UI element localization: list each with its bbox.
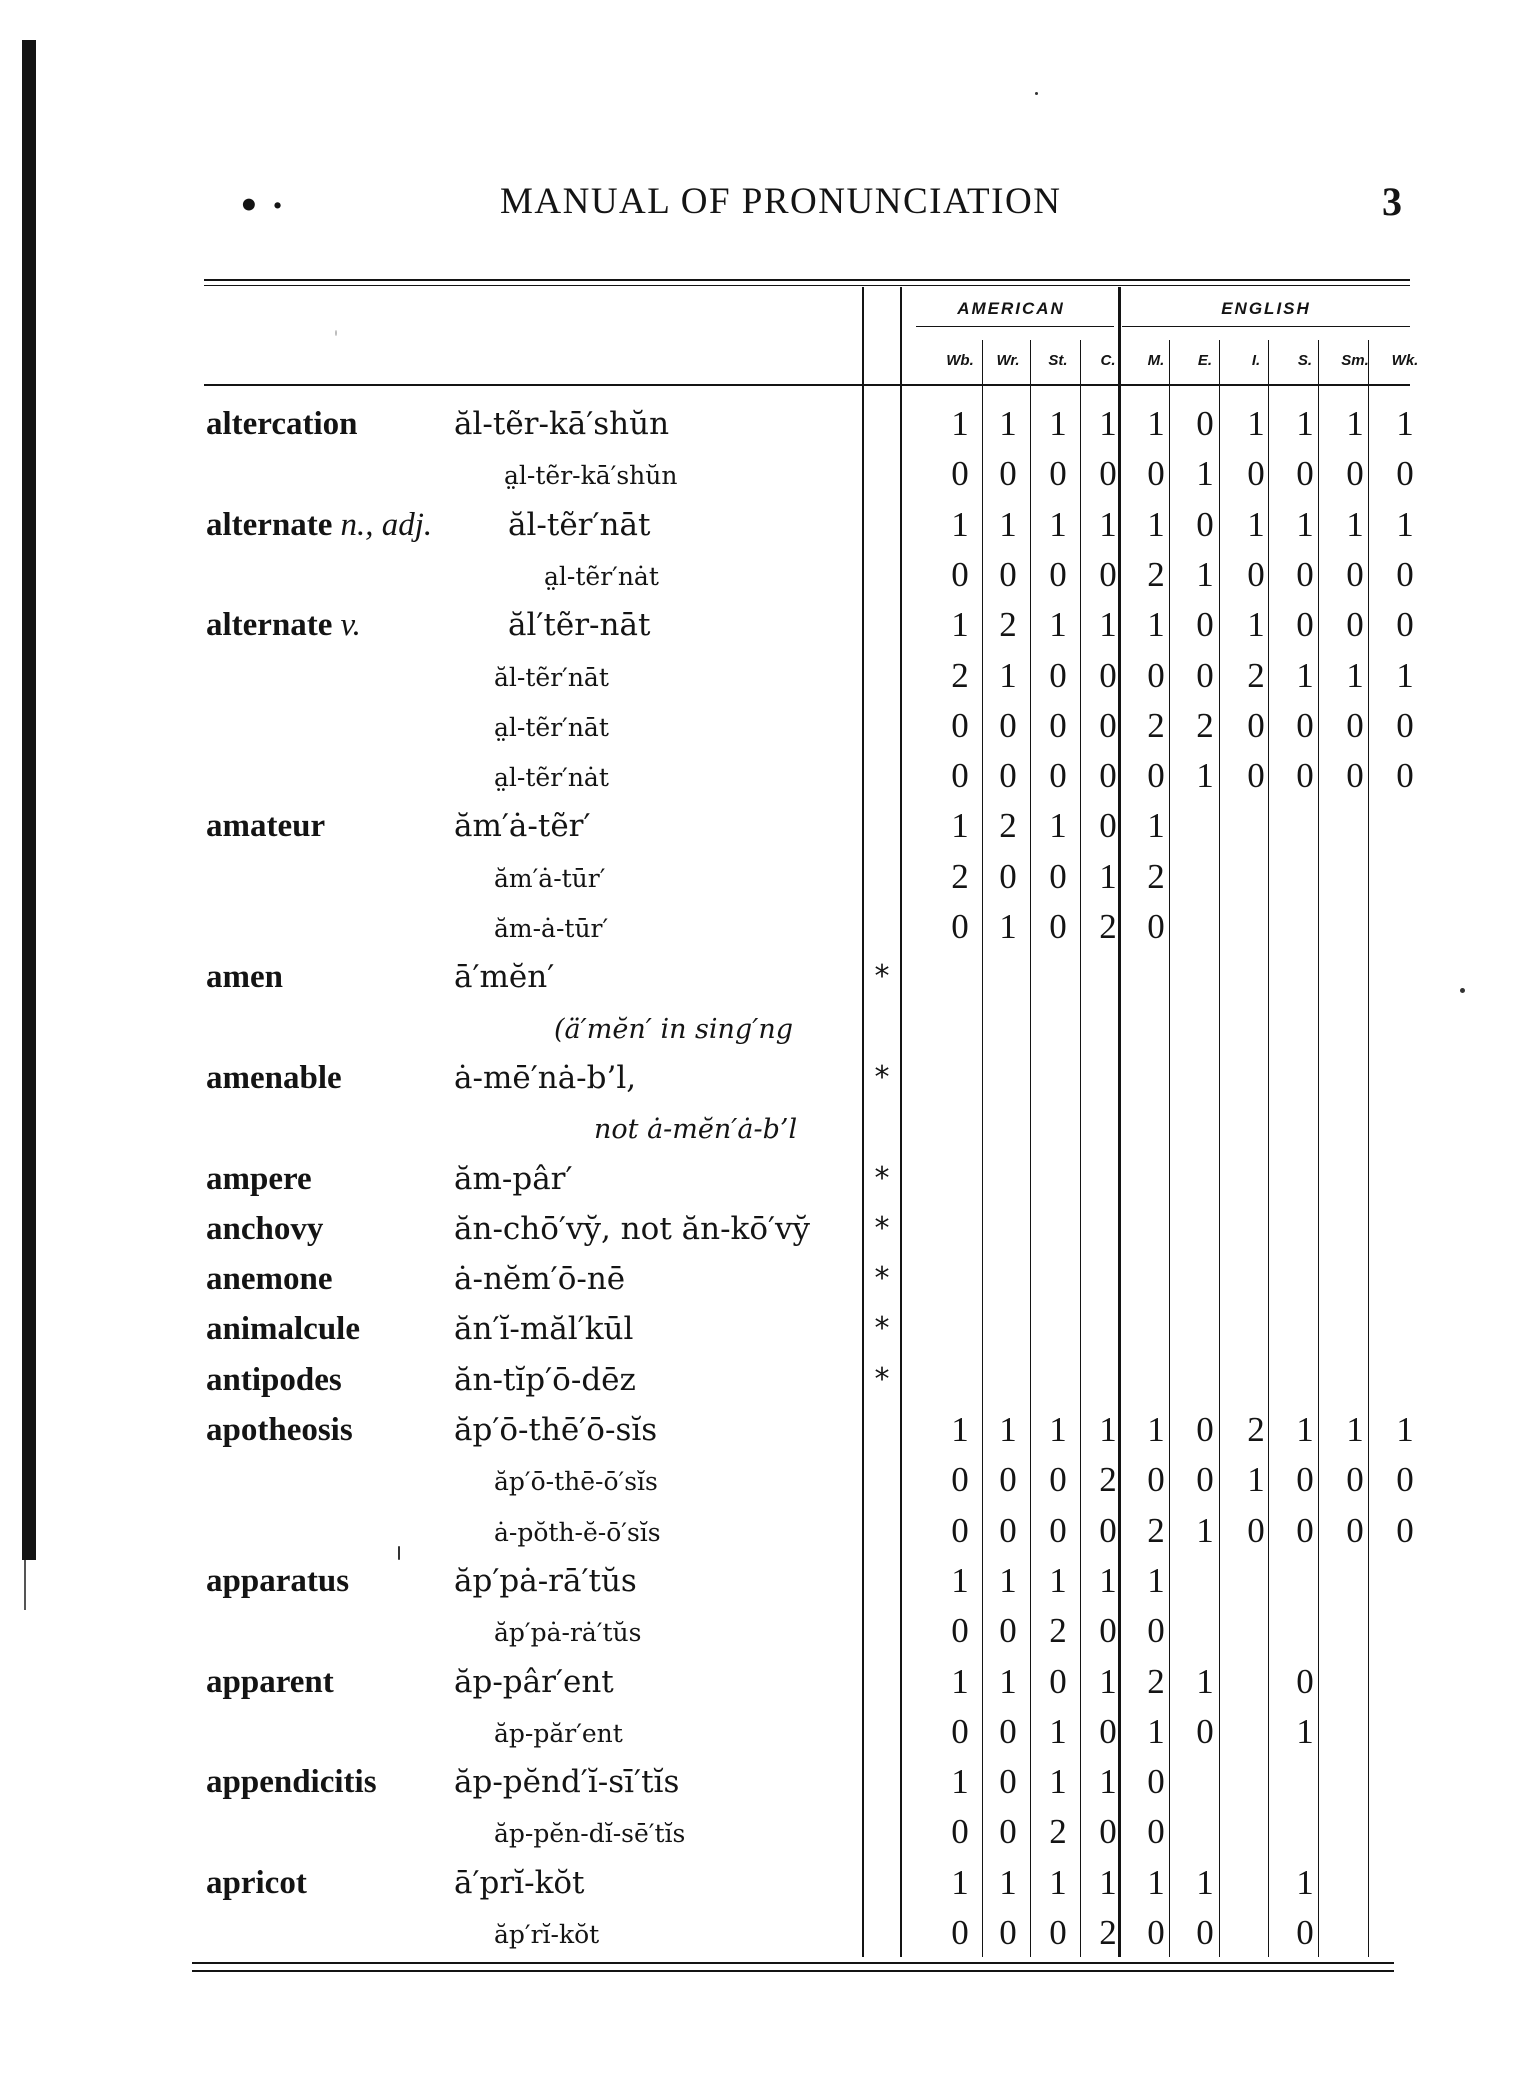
- authority-count: 1: [999, 504, 1017, 544]
- authority-count: 1: [1099, 504, 1117, 544]
- entry-word: [206, 1410, 353, 1450]
- authority-count: 0: [1247, 454, 1265, 494]
- authority-count: 2: [1247, 655, 1265, 695]
- authority-count: 0: [1346, 605, 1364, 645]
- entry-word: [206, 404, 358, 444]
- authority-count: 1: [999, 907, 1017, 946]
- authority-count: 2: [1099, 907, 1117, 946]
- entry-word: [206, 1360, 342, 1400]
- preferred-mark: *: [874, 1361, 890, 1397]
- alternate-pronunciation: a̤l-tẽr′nȧt: [544, 561, 659, 591]
- authority-count: 1: [999, 1410, 1017, 1449]
- entry-word: [206, 1159, 312, 1199]
- authority-count: 1: [1099, 1560, 1117, 1600]
- authority-count: 1: [1196, 1661, 1214, 1701]
- authority-count: 1: [999, 1862, 1017, 1902]
- authority-count: 0: [1099, 454, 1117, 494]
- authority-count: 1: [1147, 1862, 1165, 1902]
- authority-count: 1: [1296, 404, 1314, 443]
- entry-word-text: ampere: [206, 1160, 312, 1197]
- binding-edge: [22, 40, 36, 1560]
- authority-count: 0: [951, 554, 969, 594]
- authority-count: 2: [951, 655, 969, 695]
- authority-count: 0: [1049, 655, 1067, 695]
- authority-count: 0: [951, 454, 969, 494]
- authority-count: 0: [1196, 605, 1214, 645]
- preferred-mark: *: [874, 1059, 890, 1095]
- entry-word-text: apparent: [206, 1663, 334, 1700]
- entry-word: [206, 1259, 333, 1299]
- authority-count: 0: [1049, 705, 1067, 745]
- authority-count: 0: [951, 1913, 969, 1952]
- paper-speck: [398, 1546, 400, 1560]
- authority-count: 1: [999, 1560, 1017, 1600]
- alternate-pronunciation: (ä′mĕn′ in sing′ng: [554, 1013, 794, 1045]
- authority-count: 0: [1049, 907, 1067, 946]
- alternate-pronunciation: ăp′ō-thē-ō′sĭs: [494, 1467, 658, 1497]
- column-header: E.: [1197, 352, 1213, 369]
- authority-count: 0: [1147, 454, 1165, 494]
- pronunciation: ȧ-nĕm′ō-nē: [454, 1261, 626, 1298]
- column-header-rule: [204, 384, 1410, 386]
- authority-count: 2: [1196, 705, 1214, 745]
- authority-count: 0: [1147, 1812, 1165, 1852]
- column-header: I.: [1251, 352, 1261, 369]
- pronunciation: ăl-tẽr-kā′shŭn: [454, 406, 670, 442]
- authority-count: 1: [1147, 504, 1165, 544]
- alternate-pronunciation: ăp′pȧ-rȧ′tŭs: [494, 1618, 642, 1648]
- authority-count: 0: [1147, 655, 1165, 695]
- authority-count: 1: [1247, 504, 1265, 544]
- authority-count: 0: [1396, 454, 1414, 494]
- authority-count: 1: [951, 1762, 969, 1802]
- entry-word: [206, 1863, 307, 1903]
- header-marks: • ·: [238, 186, 284, 226]
- authority-count: 1: [951, 1862, 969, 1902]
- entry-word-text: alternate: [206, 607, 333, 644]
- pronunciation: ā′prĭ-kŏt: [454, 1864, 585, 1901]
- authority-count: 0: [1049, 1913, 1067, 1952]
- authority-count: 0: [999, 1611, 1017, 1651]
- authority-count: 2: [1049, 1611, 1067, 1651]
- pronunciation: ā′mĕn′: [454, 959, 555, 996]
- authority-count: 0: [951, 1611, 969, 1651]
- authority-count: 2: [1099, 1913, 1117, 1952]
- entry-word: [206, 1762, 377, 1802]
- authority-count: 1: [1049, 1762, 1067, 1802]
- authority-count: 0: [1346, 756, 1364, 796]
- entry-word-text: animalcule: [206, 1311, 360, 1348]
- authority-count: 2: [999, 806, 1017, 846]
- authority-count: 0: [1396, 705, 1414, 745]
- authority-count: 1: [1049, 605, 1067, 645]
- authority-count: 0: [1196, 404, 1214, 443]
- authority-count: 0: [1099, 655, 1117, 695]
- authority-count: 1: [1147, 1410, 1165, 1449]
- preferred-mark: *: [874, 1311, 890, 1347]
- preferred-mark: *: [874, 1261, 890, 1297]
- entry-word-text: apricot: [206, 1864, 307, 1901]
- authority-count: 1: [1099, 856, 1117, 896]
- authority-count: 1: [1296, 655, 1314, 695]
- table-bottom-rule-2: [192, 1970, 1394, 1972]
- entry-word-text: appendicitis: [206, 1764, 377, 1801]
- authority-count: 1: [1147, 605, 1165, 645]
- authority-count: 1: [1346, 404, 1364, 443]
- authority-count: 0: [999, 454, 1017, 494]
- authority-count: 1: [1196, 1862, 1214, 1902]
- authority-count: 0: [999, 856, 1017, 896]
- authority-count: 1: [951, 504, 969, 544]
- authority-count: 2: [1147, 554, 1165, 594]
- authority-count: 0: [1346, 554, 1364, 594]
- authority-count: 0: [951, 1711, 969, 1751]
- authority-count: 0: [1396, 1510, 1414, 1550]
- authority-count: 2: [1147, 705, 1165, 745]
- column-header: C.: [1100, 352, 1116, 369]
- entry-word-text: antipodes: [206, 1361, 342, 1398]
- authority-count: 1: [1099, 1410, 1117, 1449]
- authority-count: 2: [1099, 1460, 1117, 1500]
- authority-count: 0: [1247, 756, 1265, 796]
- table-top-rule: [204, 279, 1410, 281]
- pronunciation: ȧ-mē′nȧ-b’l,: [454, 1059, 637, 1096]
- alternate-pronunciation: ăp-pĕn-dĭ-sē′tĭs: [494, 1819, 686, 1849]
- entry-word: [206, 1561, 349, 1601]
- authority-count: 0: [1099, 1510, 1117, 1550]
- column-header: M.: [1147, 352, 1165, 369]
- authority-count: 0: [999, 1711, 1017, 1751]
- authority-count: 0: [1099, 756, 1117, 796]
- entry-word-text: amenable: [206, 1059, 342, 1096]
- pronunciation: ăl-tẽr′nāt: [508, 506, 651, 543]
- authority-count: 0: [1147, 1460, 1165, 1500]
- authority-count: 1: [951, 404, 969, 443]
- authority-count: 0: [1296, 605, 1314, 645]
- authority-count: 1: [951, 605, 969, 645]
- pronunciation: ăp-pâr′ent: [454, 1663, 614, 1700]
- alternate-pronunciation: ȧ-pŏth-ĕ-ō′sĭs: [494, 1517, 661, 1547]
- pronunciation: ăp-pĕnd′ĭ-sī′tĭs: [454, 1764, 680, 1801]
- entry-word: [206, 1309, 360, 1349]
- authority-count: 1: [951, 1661, 969, 1701]
- table-top-rule-2: [204, 285, 1410, 286]
- authority-count: 1: [1296, 1711, 1314, 1751]
- authority-count: 0: [951, 907, 969, 946]
- authority-count: 0: [1049, 1460, 1067, 1500]
- entry-word-text: anchovy: [206, 1210, 324, 1247]
- authority-count: 0: [1196, 1460, 1214, 1500]
- pronunciation: ăn′ĭ-măl′kūl: [454, 1311, 634, 1348]
- authority-count: 2: [1247, 1410, 1265, 1449]
- authority-count: 0: [1346, 705, 1364, 745]
- authority-count: 1: [1147, 404, 1165, 443]
- authority-count: 0: [1296, 705, 1314, 745]
- authority-count: 2: [951, 856, 969, 896]
- page-title: MANUAL OF PRONUNCIATION: [500, 181, 1062, 222]
- entry-word-text: amateur: [206, 808, 326, 845]
- authority-count: 1: [1049, 404, 1067, 443]
- entry-word-qualifier: n., adj.: [340, 506, 433, 543]
- authority-count: 0: [999, 705, 1017, 745]
- preferred-mark: *: [874, 1210, 890, 1246]
- entry-word-text: amen: [206, 959, 283, 996]
- authority-count: 0: [1396, 554, 1414, 594]
- authority-count: 1: [1247, 1460, 1265, 1500]
- authority-count: 0: [999, 1762, 1017, 1802]
- authority-count: 0: [1396, 1460, 1414, 1500]
- authority-count: 0: [951, 1510, 969, 1550]
- authority-count: 0: [999, 1460, 1017, 1500]
- authority-count: 1: [1396, 1410, 1414, 1449]
- authority-count: 1: [1396, 504, 1414, 544]
- authority-count: 1: [1296, 504, 1314, 544]
- authority-count: 1: [1147, 1711, 1165, 1751]
- authority-count: 0: [1147, 756, 1165, 796]
- authority-count: 1: [1099, 605, 1117, 645]
- column-header: Wr.: [996, 352, 1020, 369]
- authority-count: 1: [951, 1410, 969, 1449]
- column-header: Wb.: [946, 352, 974, 369]
- authority-count: 0: [1196, 1410, 1214, 1449]
- preferred-mark: *: [874, 959, 890, 995]
- authority-count: 1: [1099, 1762, 1117, 1802]
- authority-count: 1: [1049, 504, 1067, 544]
- authority-count: 1: [1247, 404, 1265, 443]
- column-header: St.: [1048, 352, 1068, 369]
- group-header-english: ENGLISH: [1221, 299, 1311, 318]
- entry-word-text: altercation: [206, 406, 358, 442]
- authority-count: 0: [1196, 504, 1214, 544]
- authority-count: 0: [1296, 1460, 1314, 1500]
- authority-count: 1: [999, 655, 1017, 695]
- authority-count: 0: [1346, 1510, 1364, 1550]
- binding-edge-tail: [24, 1560, 26, 1610]
- entry-word: [206, 1058, 342, 1098]
- preferred-mark: *: [874, 1160, 890, 1196]
- entry-word-text: apparatus: [206, 1562, 350, 1599]
- authority-count: 0: [1346, 454, 1364, 494]
- authority-count: 0: [999, 1812, 1017, 1852]
- authority-count: 0: [951, 1460, 969, 1500]
- authority-count: 2: [1147, 856, 1165, 896]
- authority-count: 1: [1296, 1862, 1314, 1902]
- authority-count: 0: [1049, 856, 1067, 896]
- authority-count: 0: [1196, 1711, 1214, 1751]
- authority-count: 0: [1196, 655, 1214, 695]
- authority-count: 0: [1196, 1913, 1214, 1952]
- pronunciation: ăp′pȧ-rā′tŭs: [454, 1562, 637, 1599]
- authority-count: 0: [1247, 554, 1265, 594]
- entry-word: [206, 1662, 334, 1702]
- authority-count: 1: [1196, 1510, 1214, 1550]
- alternate-pronunciation: ăm′ȧ-tūr′: [494, 863, 606, 893]
- authority-count: 1: [1049, 1560, 1067, 1600]
- authority-count: 0: [1296, 756, 1314, 796]
- entry-word-text: anemone: [206, 1261, 333, 1298]
- authority-count: 1: [1196, 756, 1214, 796]
- authority-count: 1: [951, 806, 969, 846]
- authority-count: 1: [1099, 1661, 1117, 1701]
- page-number: 3: [1382, 179, 1402, 224]
- alternate-pronunciation: a̤l-tẽr-kā′shŭn: [504, 461, 678, 491]
- authority-count: 0: [1099, 1812, 1117, 1852]
- alternate-pronunciation: a̤l-tẽr′nāt: [494, 712, 609, 742]
- pronunciation: ăn-chō′vy̆, not ăn-kō′vy̆: [454, 1210, 811, 1247]
- authority-count: 1: [1049, 1410, 1067, 1449]
- authority-count: 1: [1296, 1410, 1314, 1449]
- authority-count: 1: [1049, 1862, 1067, 1902]
- authority-count: 1: [1346, 1410, 1364, 1449]
- american-group-rule: [916, 326, 1114, 327]
- authority-count: 0: [1147, 907, 1165, 946]
- authority-count: 0: [1049, 756, 1067, 796]
- alternate-pronunciation: a̤l-tẽr′nȧt: [494, 763, 609, 793]
- column-header: Sm.: [1341, 352, 1369, 369]
- authority-count: 0: [1147, 1762, 1165, 1802]
- authority-count: 1: [1346, 504, 1364, 544]
- paper-speck: [1035, 92, 1038, 95]
- pronunciation: ăp′ō-thē′ō-sĭs: [454, 1412, 658, 1448]
- authority-count: 2: [1049, 1812, 1067, 1852]
- pronunciation: ăm′ȧ-tẽr′: [454, 808, 591, 845]
- authority-count: 0: [1099, 1711, 1117, 1751]
- authority-count: 1: [1346, 655, 1364, 695]
- authority-count: 0: [1099, 705, 1117, 745]
- authority-count: 0: [1296, 454, 1314, 494]
- authority-count: 0: [951, 756, 969, 796]
- pronunciation: ăl′tẽr-nāt: [508, 607, 651, 644]
- authority-count: 1: [999, 1661, 1017, 1701]
- authority-count: 0: [999, 756, 1017, 796]
- star-column-right-rule: [900, 287, 902, 1957]
- authority-count: 0: [1049, 1510, 1067, 1550]
- authority-count: 0: [1247, 1510, 1265, 1550]
- authority-count: 0: [1296, 554, 1314, 594]
- entry-word-text: alternate: [206, 506, 333, 543]
- authority-count: 1: [1049, 806, 1067, 846]
- authority-count: 0: [1346, 1460, 1364, 1500]
- entry-word-qualifier: v.: [340, 607, 361, 644]
- authority-count: 0: [1049, 1661, 1067, 1701]
- authority-count: 1: [1099, 404, 1117, 443]
- alternate-pronunciation: ăm-ȧ-tūr′: [494, 914, 609, 943]
- authority-count: 0: [1396, 605, 1414, 645]
- authority-count: 1: [999, 404, 1017, 443]
- entry-word: [206, 605, 361, 645]
- authority-count: 0: [999, 1510, 1017, 1550]
- authority-count: 1: [1247, 605, 1265, 645]
- authority-count: 1: [1196, 554, 1214, 594]
- authority-count: 0: [951, 705, 969, 745]
- authority-count: 1: [1396, 404, 1414, 443]
- authority-count: 0: [1049, 554, 1067, 594]
- column-header: Wk.: [1391, 352, 1419, 369]
- alternate-pronunciation: ăl-tẽr′nāt: [494, 662, 609, 692]
- authority-count: 0: [1396, 756, 1414, 796]
- authority-count: 0: [1099, 554, 1117, 594]
- authority-count: 0: [1099, 1611, 1117, 1651]
- paper-speck: [335, 330, 337, 336]
- english-group-rule: [1122, 326, 1410, 327]
- entry-word: [206, 1209, 323, 1249]
- authority-count: 0: [951, 1812, 969, 1852]
- authority-count: 1: [1099, 1862, 1117, 1902]
- paper-speck: [1460, 988, 1465, 993]
- authority-count: 1: [1147, 1560, 1165, 1600]
- authority-count: 2: [1147, 1661, 1165, 1701]
- authority-count: 0: [999, 1913, 1017, 1952]
- authority-count: 0: [1147, 1611, 1165, 1651]
- authority-count: 2: [999, 605, 1017, 645]
- authority-count: 0: [1049, 454, 1067, 494]
- entry-word: [206, 505, 432, 545]
- entry-word-text: apotheosis: [206, 1412, 353, 1448]
- pronunciation: ăm-pâr′: [454, 1160, 573, 1197]
- authority-count: 0: [1099, 806, 1117, 846]
- alternate-pronunciation: not ȧ-mĕn′ȧ-b’l: [594, 1114, 798, 1146]
- authority-count: 0: [999, 554, 1017, 594]
- group-header-american: AMERICAN: [957, 299, 1065, 318]
- authority-count: 1: [1147, 806, 1165, 846]
- entry-word: [206, 957, 283, 997]
- authority-count: 0: [1296, 1510, 1314, 1550]
- authority-count: 1: [1396, 655, 1414, 695]
- entry-word: [206, 806, 325, 846]
- authority-count: 0: [1147, 1913, 1165, 1952]
- authority-count: 2: [1147, 1510, 1165, 1550]
- authority-count: 1: [1049, 1711, 1067, 1751]
- authority-count: 0: [1296, 1661, 1314, 1701]
- alternate-pronunciation: ăp-păr′ent: [494, 1718, 623, 1748]
- authority-count: 0: [1296, 1913, 1314, 1952]
- authority-count: 0: [1247, 705, 1265, 745]
- column-header: S.: [1297, 352, 1313, 369]
- table-bottom-rule: [192, 1962, 1394, 1964]
- alternate-pronunciation: ăp′rĭ-kŏt: [494, 1920, 600, 1949]
- authority-count: 1: [951, 1560, 969, 1600]
- authority-count: 1: [1196, 454, 1214, 494]
- pronunciation: ăn-tĭp′ō-dēz: [454, 1361, 636, 1398]
- star-column-left-rule: [862, 287, 864, 1957]
